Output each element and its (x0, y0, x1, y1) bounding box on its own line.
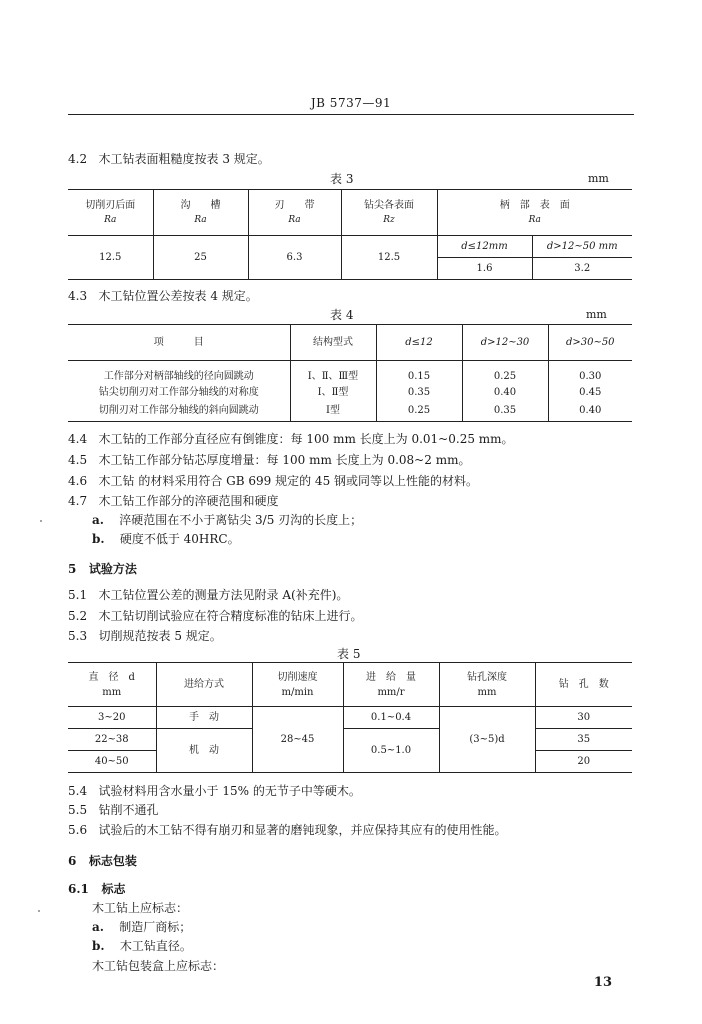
t5-cell: (3~5)d (439, 707, 535, 773)
t5-cell: 40~50 (68, 751, 156, 773)
clause-text: 钻削不通孔 (98, 803, 159, 817)
list-marker: a. (92, 513, 104, 527)
clause-4-7-a (92, 511, 362, 528)
clause-text: 试验材料用含水量小于 15% 的无节子中等硬木。 (98, 784, 361, 798)
section-number: 5 (68, 562, 77, 576)
clause-5-3 (68, 627, 222, 644)
clause-text: 木工钻工作部分的淬硬范围和硬度 (98, 494, 279, 508)
table3-caption: 表 3 (330, 172, 354, 186)
clause-number: 4.5 (68, 453, 88, 467)
table-3 (68, 189, 632, 280)
clause-number: 4.7 (68, 494, 88, 508)
clause-number: 5.3 (68, 629, 88, 643)
section-5-heading (68, 560, 137, 577)
list-marker: b. (92, 939, 105, 953)
clause-4-7-b (92, 530, 240, 547)
clause-4-7 (68, 492, 279, 509)
t4-cell: 0.40 (548, 401, 632, 421)
t3-cell: 25 (153, 236, 248, 280)
table3-unit: mm (588, 172, 609, 185)
t4-cell: Ⅰ、Ⅱ型 (290, 384, 376, 401)
clause-4-3 (68, 287, 258, 304)
t4-cell: Ⅰ、Ⅱ、Ⅲ型 (290, 361, 376, 385)
t3-cell: 12.5 (341, 236, 437, 280)
list-text: 硬度不低于 40HRC。 (119, 532, 240, 546)
t4-cell: 0.25 (376, 401, 462, 421)
t3-header-cell: 沟 槽 Ra (153, 190, 248, 236)
t5-cell: 3~20 (68, 707, 156, 729)
t5-header-cell: 钻 孔 数 (535, 663, 632, 707)
t3-header-cell: 钻尖各表面 Rz (341, 190, 437, 236)
t5-header-cell: 进 给 量 mm/r (343, 663, 439, 707)
t4-header-cell: d≤12 (376, 325, 462, 361)
header-rule (68, 114, 634, 115)
clause-6-1-b (92, 937, 192, 954)
clause-number: 6.1 (68, 882, 89, 896)
clause-6-1-a (92, 918, 191, 935)
clause-6-1 (68, 880, 125, 897)
clause-number: 5.6 (68, 823, 88, 837)
t3-header-cell: 刃 带 Ra (248, 190, 341, 236)
clause-number: 4.6 (68, 474, 88, 488)
t3-subheader-cell: d≤12mm (437, 236, 532, 258)
section-title: 标志包装 (88, 854, 137, 868)
scan-speck (38, 910, 40, 912)
t5-cell: 机 动 (156, 729, 252, 773)
document-header: JB 5737—91 (310, 96, 392, 110)
table-row (68, 384, 632, 401)
clause-text: 木工钻表面粗糙度按表 3 规定。 (98, 152, 270, 166)
t4-cell: 0.30 (548, 361, 632, 385)
clause-text: 试验后的木工钻不得有崩刃和显著的磨钝现象，并应保持其应有的使用性能。 (98, 823, 507, 837)
t4-header-cell: d>30~50 (548, 325, 632, 361)
clause-text: 木工钻 的材料采用符合 GB 699 规定的 45 钢或同等以上性能的材料。 (98, 474, 479, 488)
clause-text: 木工钻位置公差按表 4 规定。 (98, 289, 258, 303)
table-row (68, 401, 632, 421)
table-4 (68, 324, 632, 422)
t4-header-cell: 项 目 (68, 325, 290, 361)
t5-cell: 28~45 (252, 707, 343, 773)
t5-cell: 22~38 (68, 729, 156, 751)
list-marker: b. (92, 532, 105, 546)
t4-cell: 工作部分对柄部轴线的径向圆跳动 (68, 361, 290, 385)
section-title: 试验方法 (88, 562, 137, 576)
table5-caption: 表 5 (337, 647, 361, 661)
t4-cell: 钻尖切削刃对工作部分轴线的对称度 (98, 387, 259, 398)
table4-caption: 表 4 (330, 308, 354, 322)
t4-cell: 切削刃对工作部分轴线的斜向圆跳动 (68, 401, 290, 421)
section-number: 6 (68, 854, 77, 868)
list-text: 淬硬范围在不小于离钻尖 3/5 刃沟的长度上； (119, 513, 363, 527)
list-text: 木工钻直径。 (119, 939, 192, 953)
clause-text: 木工钻工作部分钻芯厚度增量：每 100 mm 长度上为 0.08~2 mm。 (98, 453, 471, 467)
clause-text: 木工钻切削试验应在符合精度标准的钻床上进行。 (98, 609, 363, 623)
t5-header-cell: 切削速度 m/min (252, 663, 343, 707)
t4-cell: 0.15 (376, 361, 462, 385)
t5-header-cell: 直 径 d mm (68, 663, 156, 707)
clause-5-5 (68, 801, 159, 818)
scan-speck (40, 520, 42, 522)
clause-number: 4.3 (68, 289, 88, 303)
clause-4-2 (68, 150, 270, 167)
table-5 (68, 662, 632, 773)
t4-header-cell: 结构型式 (290, 325, 376, 361)
t4-cell: Ⅰ型 (290, 401, 376, 421)
table4-unit: mm (586, 308, 607, 321)
t3-cell: 6.3 (248, 236, 341, 280)
clause-number: 4.4 (68, 432, 88, 446)
clause-6-1-line: 木工钻上应标志： (92, 901, 189, 915)
clause-number: 5.4 (68, 784, 88, 798)
t5-header-cell: 钻孔深度 mm (439, 663, 535, 707)
t3-cell: 3.2 (532, 258, 632, 280)
clause-text: 切削规范按表 5 规定。 (98, 629, 222, 643)
clause-5-4 (68, 782, 361, 799)
clause-4-5 (68, 451, 470, 468)
section-6-heading (68, 852, 137, 869)
t3-cell: 12.5 (68, 236, 153, 280)
t4-cell: 0.40 (462, 384, 548, 401)
t3-subheader-cell: d>12~50 mm (532, 236, 632, 258)
table-row (68, 707, 632, 729)
clause-number: 5.2 (68, 609, 88, 623)
clause-4-4 (68, 430, 514, 447)
t5-cell: 30 (535, 707, 632, 729)
t4-header-cell: d>12~30 (462, 325, 548, 361)
t4-cell: 0.35 (462, 401, 548, 421)
t3-cell: 1.6 (437, 258, 532, 280)
clause-number: 5.5 (68, 803, 88, 817)
list-text: 制造厂商标； (119, 920, 192, 934)
t5-cell: 0.5~1.0 (343, 729, 439, 773)
t4-cell: 0.25 (462, 361, 548, 385)
clause-title: 标志 (101, 882, 126, 896)
table-row (68, 361, 632, 385)
clause-4-6 (68, 472, 478, 489)
clause-5-6 (68, 821, 507, 838)
page-number: 13 (593, 975, 612, 990)
t3-header-cell: 柄 部 表 面 Ra (437, 190, 632, 236)
clause-text: 木工钻位置公差的测量方法见附录 A(补充件)。 (98, 588, 349, 602)
clause-number: 4.2 (68, 152, 88, 166)
t5-cell: 0.1~0.4 (343, 707, 439, 729)
t5-cell: 手 动 (156, 707, 252, 729)
clause-6-1-line: 木工钻包装盒上应标志： (92, 959, 225, 973)
t4-cell: 0.45 (548, 384, 632, 401)
t5-cell: 35 (535, 729, 632, 751)
t3-header-cell: 切削刃后面 Ra (68, 190, 153, 236)
table-row (68, 729, 632, 751)
clause-5-2 (68, 607, 363, 624)
t4-cell: 0.35 (376, 384, 462, 401)
t5-cell: 20 (535, 751, 632, 773)
clause-5-1 (68, 586, 348, 603)
clause-text: 木工钻的工作部分直径应有倒锥度：每 100 mm 长度上为 0.01~0.25 mm。 (98, 432, 514, 446)
clause-number: 5.1 (68, 588, 88, 602)
t5-header-cell: 进给方式 (156, 663, 252, 707)
list-marker: a. (92, 920, 104, 934)
